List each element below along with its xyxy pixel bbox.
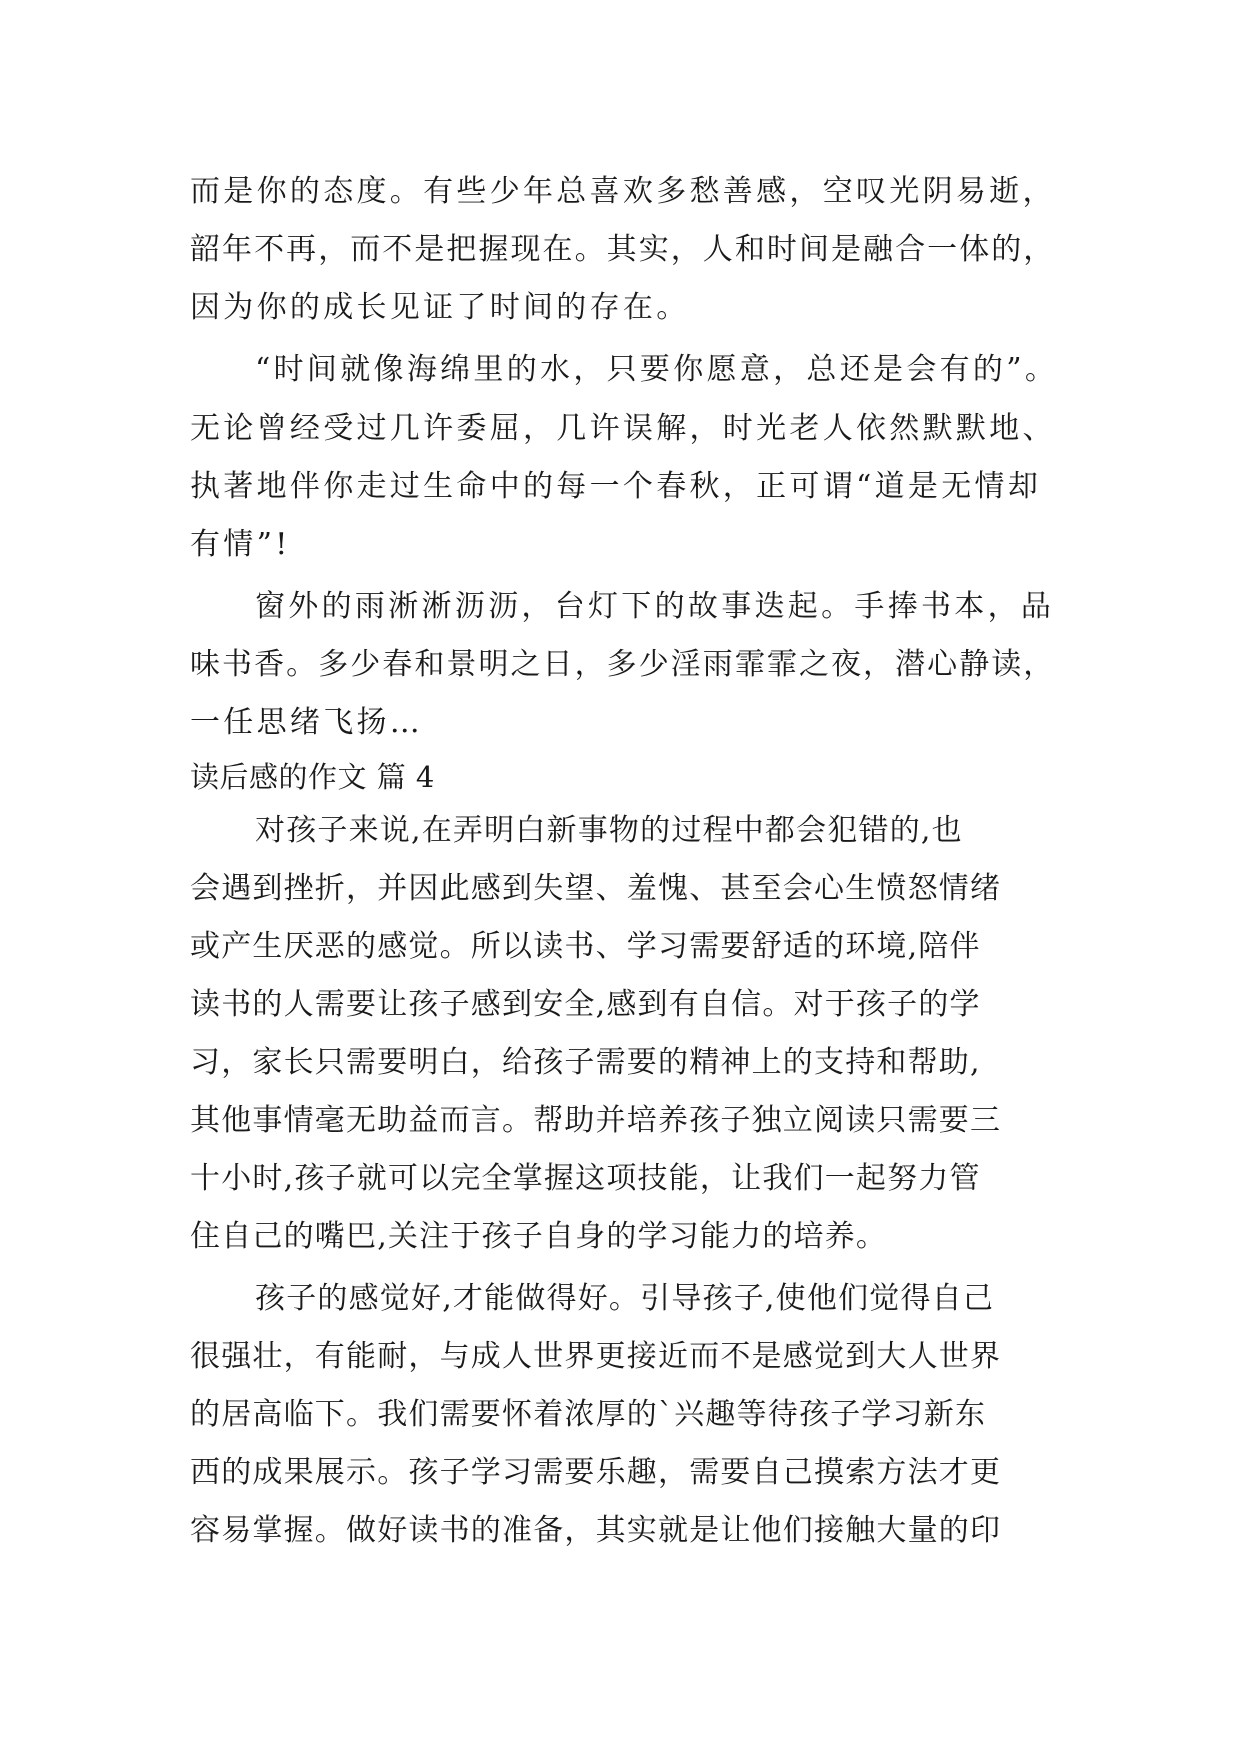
- text-line: 无论曾经受过几许委屈，几许误解，时光老人依然默默地、: [190, 411, 1056, 446]
- text-line: 其他事情毫无助益而言。帮助并培养孩子独立阅读只需要三: [190, 1103, 1002, 1138]
- text-line: 韶年不再，而不是把握现在。其实，人和时间是融合一体的，: [190, 232, 1056, 267]
- text-line: 味书香。多少春和景明之日，多少淫雨霏霏之夜，潜心静读，: [190, 647, 1056, 682]
- text-line: 孩子的感觉好,才能做得好。引导孩子,使他们觉得自己: [255, 1281, 995, 1316]
- text-line: 的居高临下。我们需要怀着浓厚的`兴趣等待孩子学习新东: [190, 1397, 987, 1432]
- text-line: 窗外的雨淅淅沥沥，台灯下的故事迭起。手捧书本，品: [255, 589, 1055, 624]
- text-line: 而是你的态度。有些少年总喜欢多愁善感，空叹光阴易逝，: [190, 174, 1056, 209]
- text-line: “时间就像海绵里的水，只要你愿意，总还是会有的”。: [255, 352, 1059, 387]
- text-line: 对孩子来说,在弄明白新事物的过程中都会犯错的,也: [255, 813, 963, 848]
- text-line: 读书的人需要让孩子感到安全,感到有自信。对于孩子的学: [190, 987, 981, 1022]
- text-line: 因为你的成长见证了时间的存在。: [190, 290, 690, 325]
- text-line: 很强壮，有能耐，与成人世界更接近而不是感觉到大人世界: [190, 1339, 1002, 1374]
- text-line: 或产生厌恶的感觉。所以读书、学习需要舒适的环境,陪伴: [190, 929, 981, 964]
- text-line: 有情”!: [190, 527, 291, 562]
- text-line: 执著地伴你走过生命中的每一个春秋，正可谓“道是无情却: [190, 469, 1042, 504]
- text-line: 西的成果展示。孩子学习需要乐趣，需要自己摸索方法才更: [190, 1455, 1002, 1490]
- text-line: 住自己的嘴巴,关注于孩子自身的学习能力的培养。: [190, 1219, 888, 1254]
- text-line: 一任思绪飞扬…: [190, 705, 424, 740]
- text-line: 习，家长只需要明白，给孩子需要的精神上的支持和帮助,: [190, 1045, 981, 1080]
- text-line: 容易掌握。做好读书的准备，其实就是让他们接触大量的印: [190, 1513, 1002, 1548]
- text-line: 十小时,孩子就可以完全掌握这项技能，让我们一起努力管: [190, 1161, 981, 1196]
- section-heading: 读后感的作文 篇 4: [190, 760, 435, 794]
- text-line: 会遇到挫折，并因此感到失望、羞愧、甚至会心生愤怒情绪: [190, 871, 1002, 906]
